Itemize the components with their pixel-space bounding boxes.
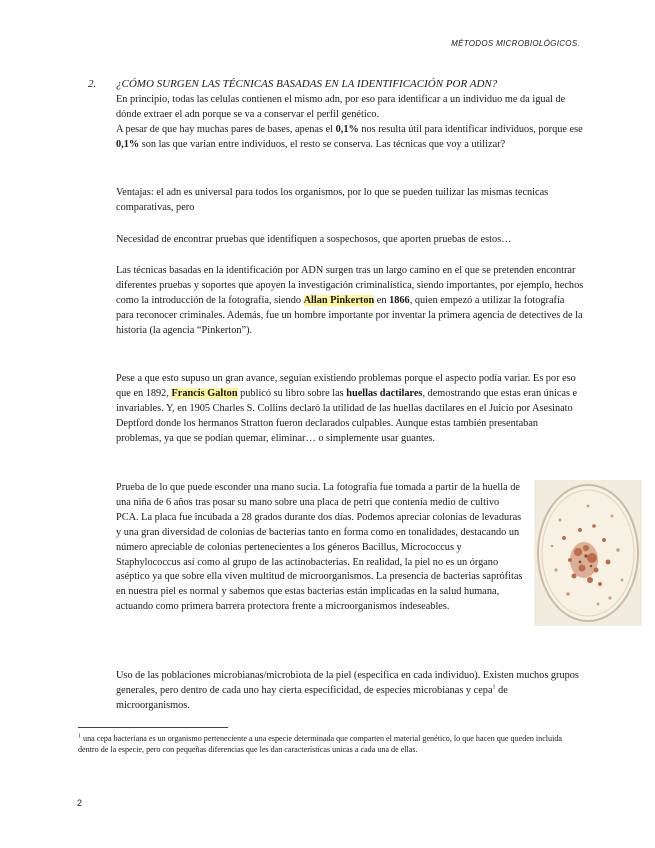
page-number: 2: [77, 798, 83, 808]
petri-dish-photo: [534, 480, 642, 626]
intro-paragraph-2: A pesar de que hay muchas pares de bases, apenas el 0,1% nos resulta útil para identificar individuos, porque ese 0,1% son las que varian entre individuos, el resto se conserva. Las técnicas que voy a utilizar?: [116, 123, 583, 150]
footnote-reference: 1: [492, 684, 496, 691]
uso-paragraph: Uso de las poblaciones microbianas/microbiota de la piel (especifica en cada individuo). Existen muchos grupos generales, pero dentro de cada uno hay cierta especificidad, de especies microbianas y cepa$^1$ de microorganismos.: [116, 670, 579, 711]
ventajas-paragraph: Ventajas: el adn es universal para todos los organismos, por lo que se pueden tuilizar las mismas tecnicas comparativas, pero: [116, 187, 549, 213]
intro-paragraph-1: En principio, todas las celulas contienen el mismo adn, por eso para identificar a un individuo me da igual de dónde extraer el adn porque se va a conservar el perfil genético.: [116, 94, 566, 120]
highlight-pinkerton: Allan Pinkerton: [303, 294, 375, 306]
necesidad-paragraph: Necesidad de encontrar pruebas que identifiquen a sospechosos, que aporten pruebas de estos…: [116, 234, 512, 245]
intro-block: [116, 93, 584, 153]
footnote-separator: [78, 727, 228, 728]
section-heading: [88, 78, 497, 90]
highlight-galton: Francis Galton: [171, 387, 238, 399]
footnote-mark: 1: [78, 733, 81, 740]
running-header: MÉTODOS MICROBIOLÓGICOS.: [451, 39, 580, 48]
section-title: ¿CÓMO SURGEN LAS TÉCNICAS BASADAS EN LA IDENTIFICACIÓN POR ADN?: [116, 78, 498, 90]
prueba-paragraph: Prueba de lo que puede esconder una mano sucia. La fotografía fue tomada a partir de la huella de una niña de 6 años tras posar su mano sobre una placa de petri que contenía medio de cultivo PCA. La placa fue incubada a 28 grados durante dos días. Podemos apreciar colonias de levaduras y una gran diversidad de colonias de bacterias tanto en forma como en tonalidades, destacando un número apreciable de colonias pertenecientes a los géneros Bacillus, Micrococcus y Staphylococcus así como al grupo de las actinobacterias. En realidad, la piel no es un órgano aséptico ya que sobre ella viven multitud de microorganismos. La presencia de bacterias saprófitas en nuestra piel es normal y sabemos que estas bacterias están implicadas en la salud humana, actuando como primera barrera protectora frente a microorganismos indeseables.: [116, 482, 523, 613]
section-number: 2.: [88, 78, 97, 90]
historia-paragraph-1: Las técnicas basadas en la identificación por ADN surgen tras un largo camino en el que se pretenden encontrar diferentes pruebas y soportes que apoyen la investigación criminalística, siendo importantes, por ejemplo, hechos como la introducción de la fotografía, siendo Allan Pinkerton en 1866, quien empezó a utilizar la fotografía para reconocer criminales. Además, fue un hombre importante por inventar la primera agencia de detectives de la historia (la agencia “Pinkerton”).: [116, 265, 584, 336]
historia-paragraph-2: Pese a que esto supuso un gran avance, seguían existiendo problemas porque el aspecto podía variar. Es por eso que en 1892, Francis Galton publicó su libro sobre las huellas dactilares, demostrando que estas eran únicas e invariables. Y, en 1905 Charles S. Collins declaró la utilidad de las huellas dactilares en el Juicio por Asesinato Deptford donde los hermanos Stratton fueron declarados culpables. Aunque estas también presentaban problemas, ya que se podían quemar, eliminar… o simplemente usar guantes.: [116, 373, 578, 444]
footnote: $^1$ una cepa bacteriana es un organismo perteneciente a una especie determinada que comparten el material genético, lo que hacen que queden incluida dentro de la especie, pero con pequeñas diferencias que les dan características unicas a cada una de ellas.: [78, 733, 562, 755]
